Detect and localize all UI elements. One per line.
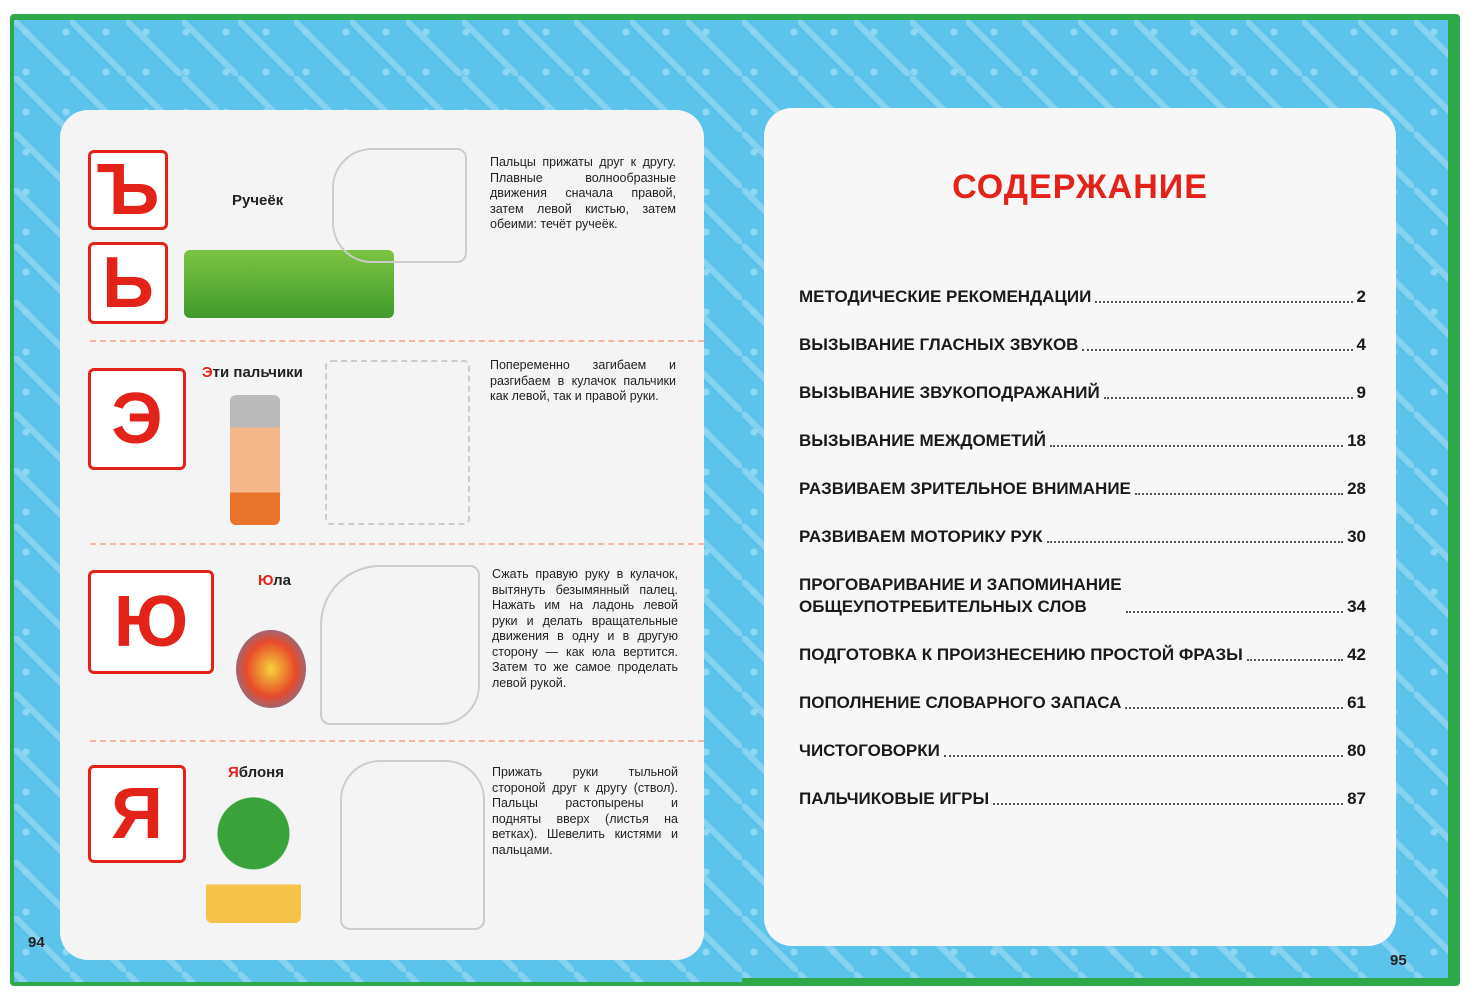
toc-label: ПОДГОТОВКА К ПРОИЗНЕСЕНИЮ ПРОСТОЙ ФРАЗЫ bbox=[799, 645, 1243, 664]
toc-page: 4 bbox=[1356, 335, 1366, 354]
toc-page: 80 bbox=[1347, 741, 1366, 760]
title-text: Ручеёк bbox=[232, 192, 284, 209]
toc-leader-dots bbox=[1082, 349, 1352, 351]
toc-label: ПАЛЬЧИКОВЫЕ ИГРЫ bbox=[799, 789, 990, 808]
toc-label: ВЫЗЫВАНИЕ МЕЖДОМЕТИЙ bbox=[799, 431, 1046, 450]
toc-label: ПОПОЛНЕНИЕ СЛОВАРНОГО ЗАПАСА bbox=[799, 693, 1122, 712]
entry-title bbox=[258, 572, 291, 589]
toc-page: 28 bbox=[1347, 479, 1366, 498]
title-initial: Ю bbox=[258, 572, 274, 589]
toc-label: ЧИСТОГОВОРКИ bbox=[799, 741, 940, 760]
toc-leader-dots bbox=[1050, 445, 1343, 447]
entry-description: Пальцы прижаты друг к другу. Плавные волнообразные движения сначала правой, затем левой кистью, затем обеими: течёт ручеёк. bbox=[490, 155, 676, 231]
toc-page: 2 bbox=[1356, 287, 1366, 306]
page-number: 94 bbox=[28, 934, 45, 951]
letter-card-ya: Я bbox=[88, 765, 186, 863]
title-text: ла bbox=[273, 572, 291, 589]
toc-page: 42 bbox=[1347, 645, 1366, 664]
toc-page: 30 bbox=[1347, 527, 1366, 546]
toc-leader-dots bbox=[1135, 493, 1343, 495]
apple-tree-illustration bbox=[206, 795, 301, 923]
entry-title bbox=[232, 192, 283, 209]
toc-leader-dots bbox=[1104, 397, 1353, 399]
entry-description: Сжать правую руку в кулачок, вытянуть безымянный палец. Нажать им на ладонь левой руки и делать вращательные движения в одну и в другую сторону — как юла вертится. Затем то же самое проделать левой рукой. bbox=[492, 567, 678, 690]
toc-page: 87 bbox=[1347, 789, 1366, 808]
title-initial: Я bbox=[228, 764, 239, 781]
toc-label: ВЫЗЫВАНИЕ ЗВУКОПОДРАЖАНИЙ bbox=[799, 383, 1100, 402]
left-content-panel bbox=[60, 110, 704, 960]
letter-card-hard-sign: Ъ bbox=[88, 150, 168, 230]
spinning-top-illustration bbox=[236, 630, 306, 708]
toc-label: ВЫЗЫВАНИЕ ГЛАСНЫХ ЗВУКОВ bbox=[799, 335, 1079, 354]
toc-item bbox=[799, 334, 1366, 356]
spinning-hands-illustration bbox=[320, 565, 480, 725]
toc-item bbox=[799, 382, 1366, 404]
letter-card-soft-sign: Ь bbox=[88, 242, 168, 324]
title-text: блоня bbox=[238, 764, 284, 781]
toc-leader-dots bbox=[1247, 659, 1343, 661]
toc-page: 18 bbox=[1347, 431, 1366, 450]
table-of-contents bbox=[799, 286, 1366, 836]
toc-leader-dots bbox=[993, 803, 1343, 805]
divider bbox=[90, 340, 704, 342]
title-initial: Э bbox=[202, 364, 213, 381]
page-number: 95 bbox=[1390, 952, 1407, 969]
title-text: ти пальчики bbox=[212, 364, 303, 381]
tree-hands-illustration bbox=[340, 760, 485, 930]
divider bbox=[90, 740, 704, 742]
toc-item bbox=[799, 740, 1366, 762]
finger-hands-illustration bbox=[325, 360, 470, 525]
toc-leader-dots bbox=[1126, 611, 1344, 613]
toc-item bbox=[799, 574, 1366, 618]
letter-card-e: Э bbox=[88, 368, 186, 470]
hands-illustration bbox=[332, 148, 467, 263]
toc-item bbox=[799, 788, 1366, 810]
entry-description: Попеременно загибаем и разгибаем в кулачок пальчики как левой, так и правой руки. bbox=[490, 358, 676, 403]
right-content-panel bbox=[764, 108, 1396, 946]
toc-item bbox=[799, 692, 1366, 714]
toc-label: РАЗВИВАЕМ МОТОРИКУ РУК bbox=[799, 527, 1043, 546]
left-page bbox=[14, 20, 742, 982]
toc-leader-dots bbox=[1095, 301, 1352, 303]
letter-card-yu: Ю bbox=[88, 570, 214, 674]
divider bbox=[90, 543, 704, 545]
toc-item bbox=[799, 478, 1366, 500]
toc-item bbox=[799, 644, 1366, 666]
toc-label: РАЗВИВАЕМ ЗРИТЕЛЬНОЕ ВНИМАНИЕ bbox=[799, 479, 1131, 498]
entry-title bbox=[228, 764, 284, 781]
entry-description: Прижать руки тыльной стороной друг к другу (ствол). Пальцы растопырены и подняты вверх (листья на ветках). Шевелить кистями и пальцами. bbox=[492, 765, 678, 857]
toc-item bbox=[799, 286, 1366, 308]
toc-leader-dots bbox=[944, 755, 1343, 757]
toc-label: ПРОГОВАРИВАНИЕ И ЗАПОМИНАНИЕ ОБЩЕУПОТРЕБИТЕЛЬНЫХ СЛОВ bbox=[799, 575, 1122, 616]
toc-page: 34 bbox=[1347, 597, 1366, 616]
toc-title: СОДЕРЖАНИЕ bbox=[952, 168, 1208, 206]
toc-leader-dots bbox=[1125, 707, 1343, 709]
toc-item bbox=[799, 430, 1366, 452]
entry-title bbox=[202, 364, 303, 381]
toc-page: 9 bbox=[1356, 383, 1366, 402]
right-page bbox=[742, 20, 1448, 978]
toc-leader-dots bbox=[1047, 541, 1344, 543]
toc-page: 61 bbox=[1347, 693, 1366, 712]
toc-item bbox=[799, 526, 1366, 548]
finger-puppet-illustration bbox=[230, 395, 280, 525]
toc-label: МЕТОДИЧЕСКИЕ РЕКОМЕНДАЦИИ bbox=[799, 287, 1092, 306]
